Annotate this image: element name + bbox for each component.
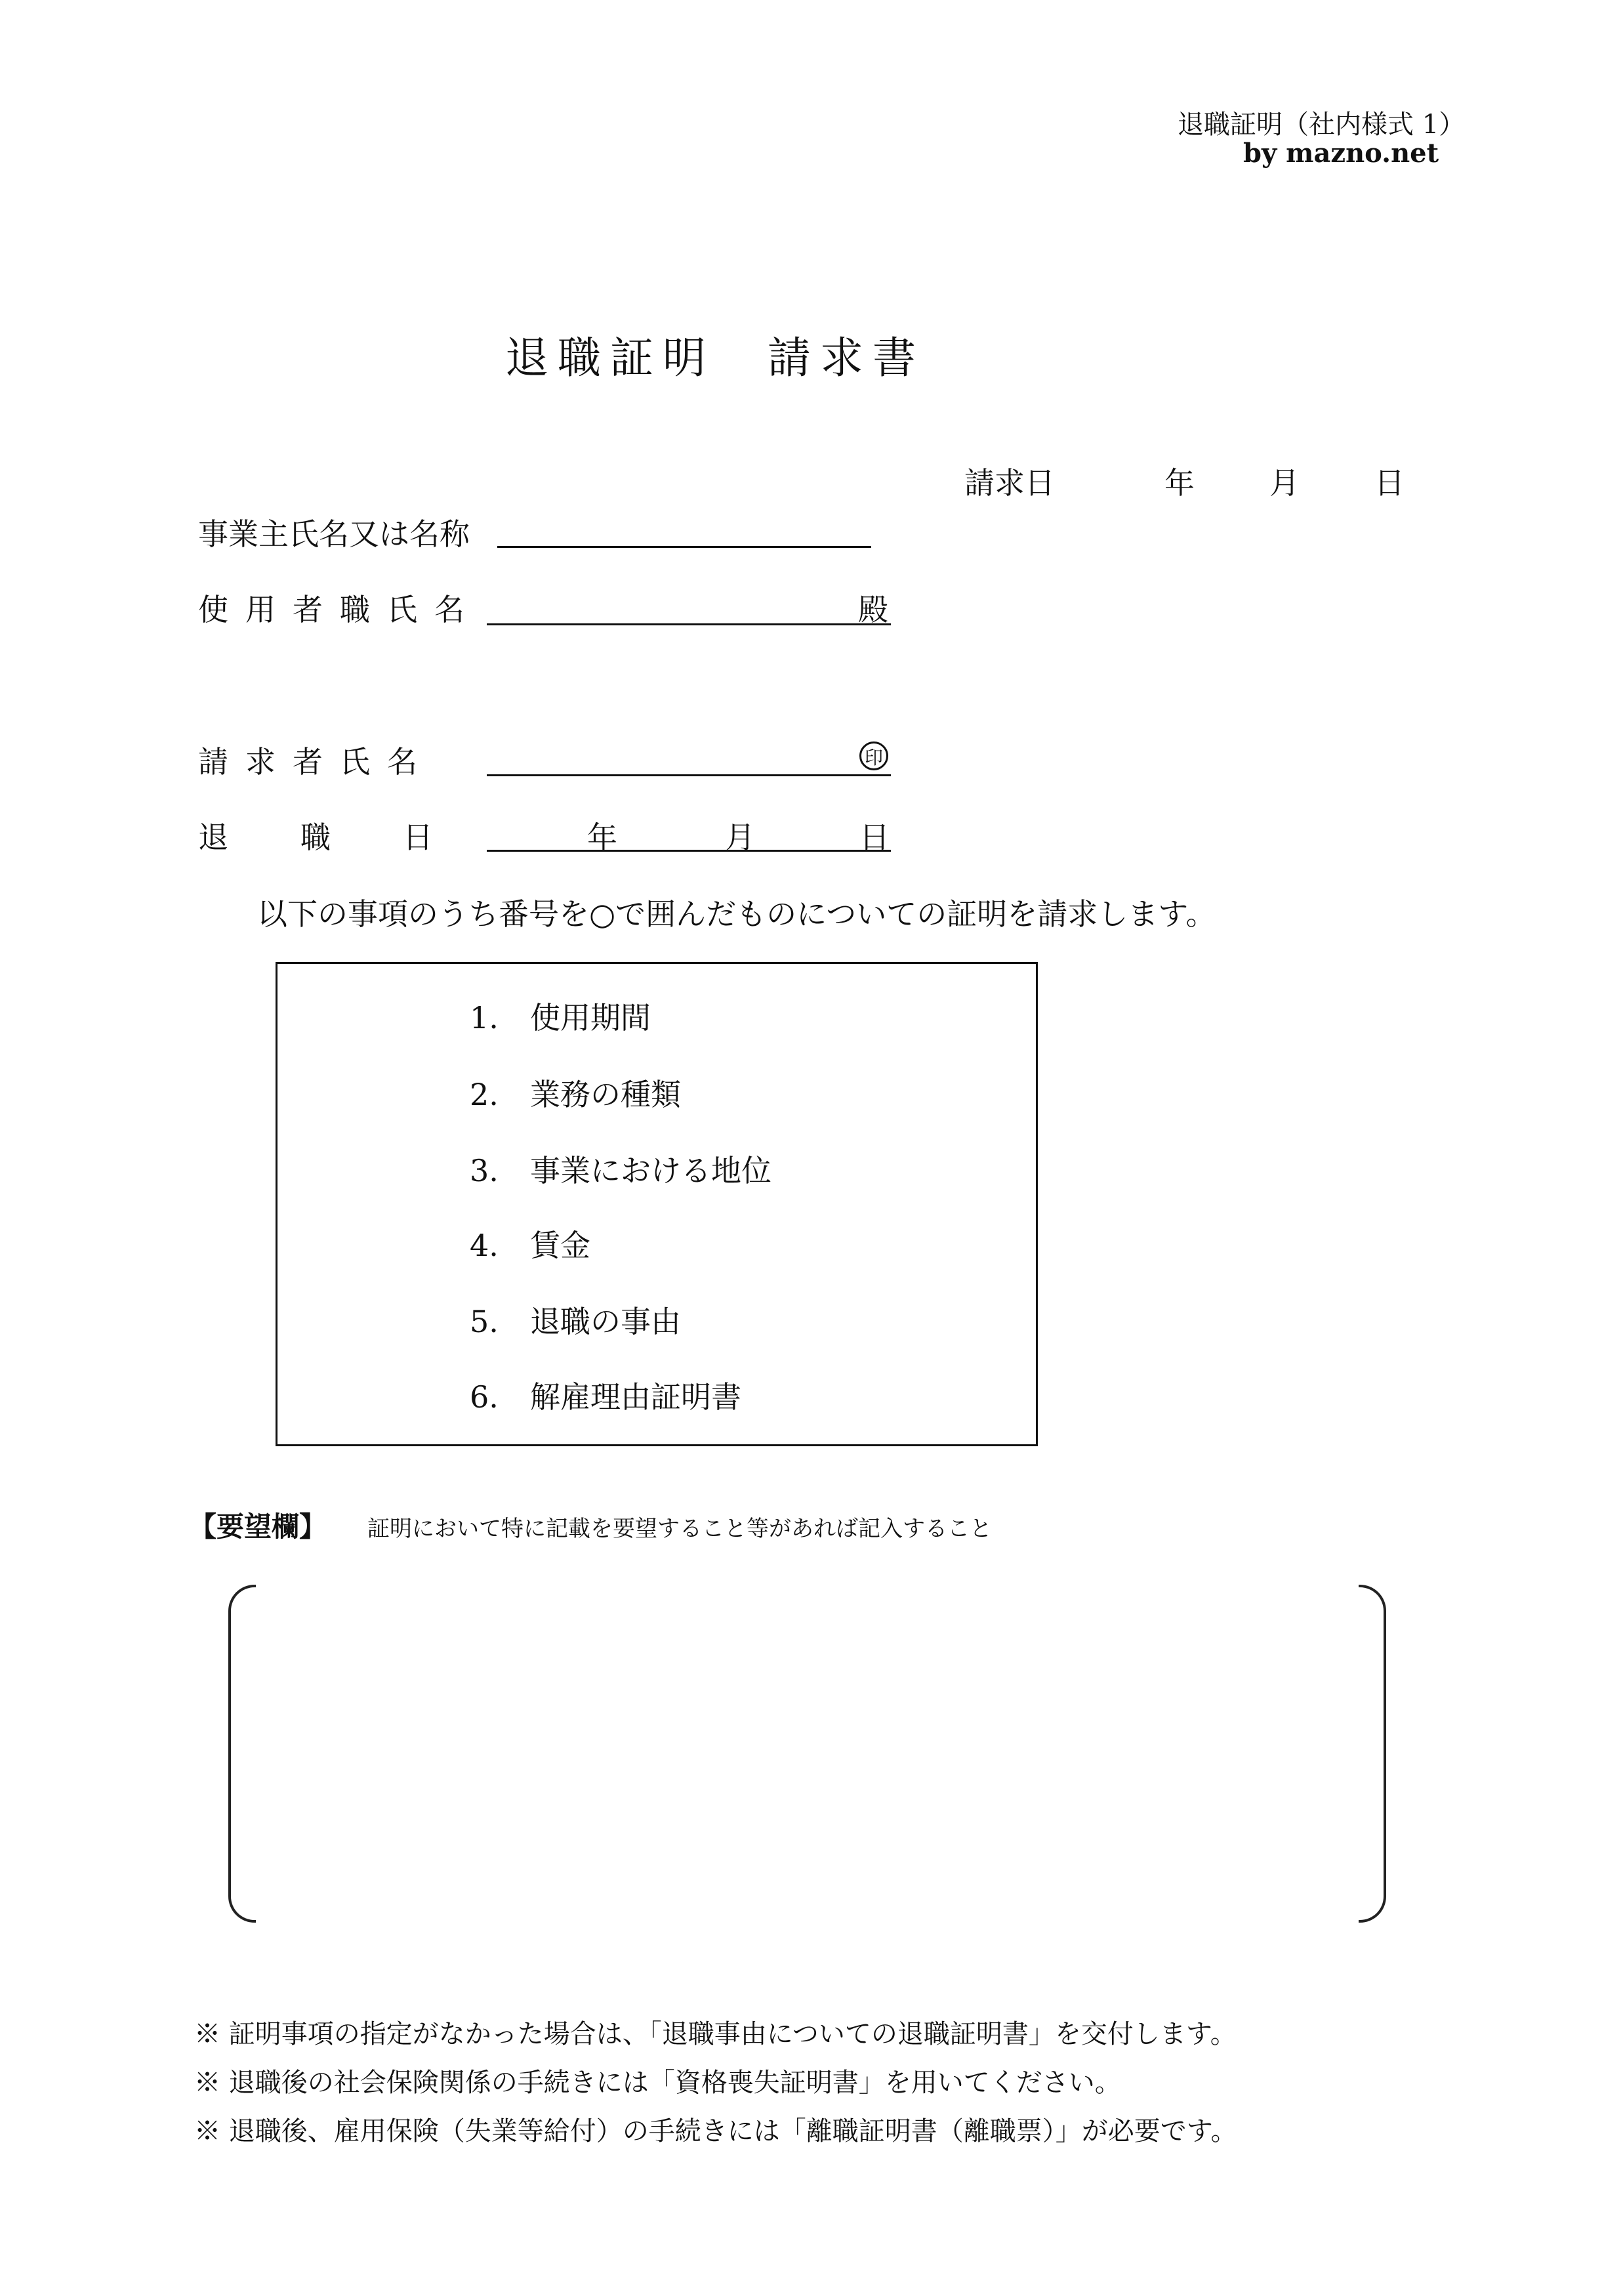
retirement-date-field[interactable] bbox=[487, 850, 891, 852]
note-3: ※ 退職後、雇用保険（失業等給付）の手続きには「離職証明書（離職票）」が必要です。 bbox=[194, 2116, 1237, 2146]
user-title-field[interactable] bbox=[487, 623, 891, 625]
item-number: 2. bbox=[470, 1077, 499, 1112]
request-description: 証明において特に記載を要望すること等があれば記入すること bbox=[367, 1516, 992, 1542]
instruction-text: 以下の事項のうち番号を○で囲んだものについての証明を請求します。 bbox=[257, 896, 1216, 932]
list-item[interactable] bbox=[470, 1071, 681, 1114]
item-number: 1. bbox=[470, 1000, 499, 1035]
item-label: 使用期間 bbox=[530, 1000, 651, 1035]
retirement-date-day: 日 bbox=[859, 820, 890, 855]
request-date-label: 請求日 bbox=[964, 465, 1055, 501]
item-label: 退職の事由 bbox=[530, 1304, 681, 1339]
user-title-suffix: 殿 bbox=[858, 592, 888, 627]
item-number: 3. bbox=[470, 1153, 499, 1188]
request-date-month: 月 bbox=[1269, 465, 1300, 501]
item-number: 5. bbox=[470, 1304, 499, 1339]
request-date-day: 日 bbox=[1374, 465, 1405, 501]
source-label: by mazno.net bbox=[1243, 138, 1439, 169]
item-label: 賃金 bbox=[530, 1228, 590, 1263]
list-item[interactable] bbox=[470, 1298, 681, 1341]
list-item[interactable] bbox=[470, 1222, 590, 1265]
list-item[interactable] bbox=[470, 1373, 741, 1417]
retirement-date-month: 月 bbox=[725, 820, 755, 855]
list-item[interactable] bbox=[470, 994, 651, 1037]
retirement-date-year: 年 bbox=[587, 820, 617, 855]
request-date-year: 年 bbox=[1164, 465, 1195, 501]
retirement-date-label: 退職日 bbox=[198, 820, 505, 855]
seal-mark bbox=[859, 741, 888, 770]
item-number: 4. bbox=[470, 1228, 499, 1263]
employer-field[interactable] bbox=[497, 546, 871, 548]
item-label: 事業における地位 bbox=[530, 1153, 771, 1188]
note-2: ※ 退職後の社会保険関係の手続きには「資格喪失証明書」を用いてください。 bbox=[194, 2068, 1121, 2098]
page-title: 退職証明 請求書 bbox=[505, 333, 925, 383]
request-heading: 【要望欄】 bbox=[189, 1511, 327, 1543]
list-item[interactable] bbox=[470, 1147, 771, 1190]
seal-icon: 印 bbox=[859, 741, 888, 770]
user-title-label: 使用者職氏名 bbox=[198, 592, 482, 627]
item-number: 6. bbox=[470, 1379, 499, 1415]
requester-field[interactable] bbox=[487, 774, 891, 776]
right-bracket bbox=[1359, 1585, 1386, 1923]
left-bracket bbox=[228, 1585, 256, 1923]
note-1: ※ 証明事項の指定がなかった場合は、「退職事由についての退職証明書」を交付します。 bbox=[194, 2019, 1237, 2049]
item-label: 解雇理由証明書 bbox=[530, 1379, 741, 1415]
form-label: 退職証明（社内様式 1） bbox=[1178, 110, 1466, 140]
requester-label: 請求者氏名 bbox=[198, 744, 434, 780]
item-label: 業務の種類 bbox=[530, 1077, 681, 1112]
request-textarea[interactable] bbox=[228, 1585, 1386, 1923]
employer-label: 事業主氏名又は名称 bbox=[198, 516, 470, 552]
